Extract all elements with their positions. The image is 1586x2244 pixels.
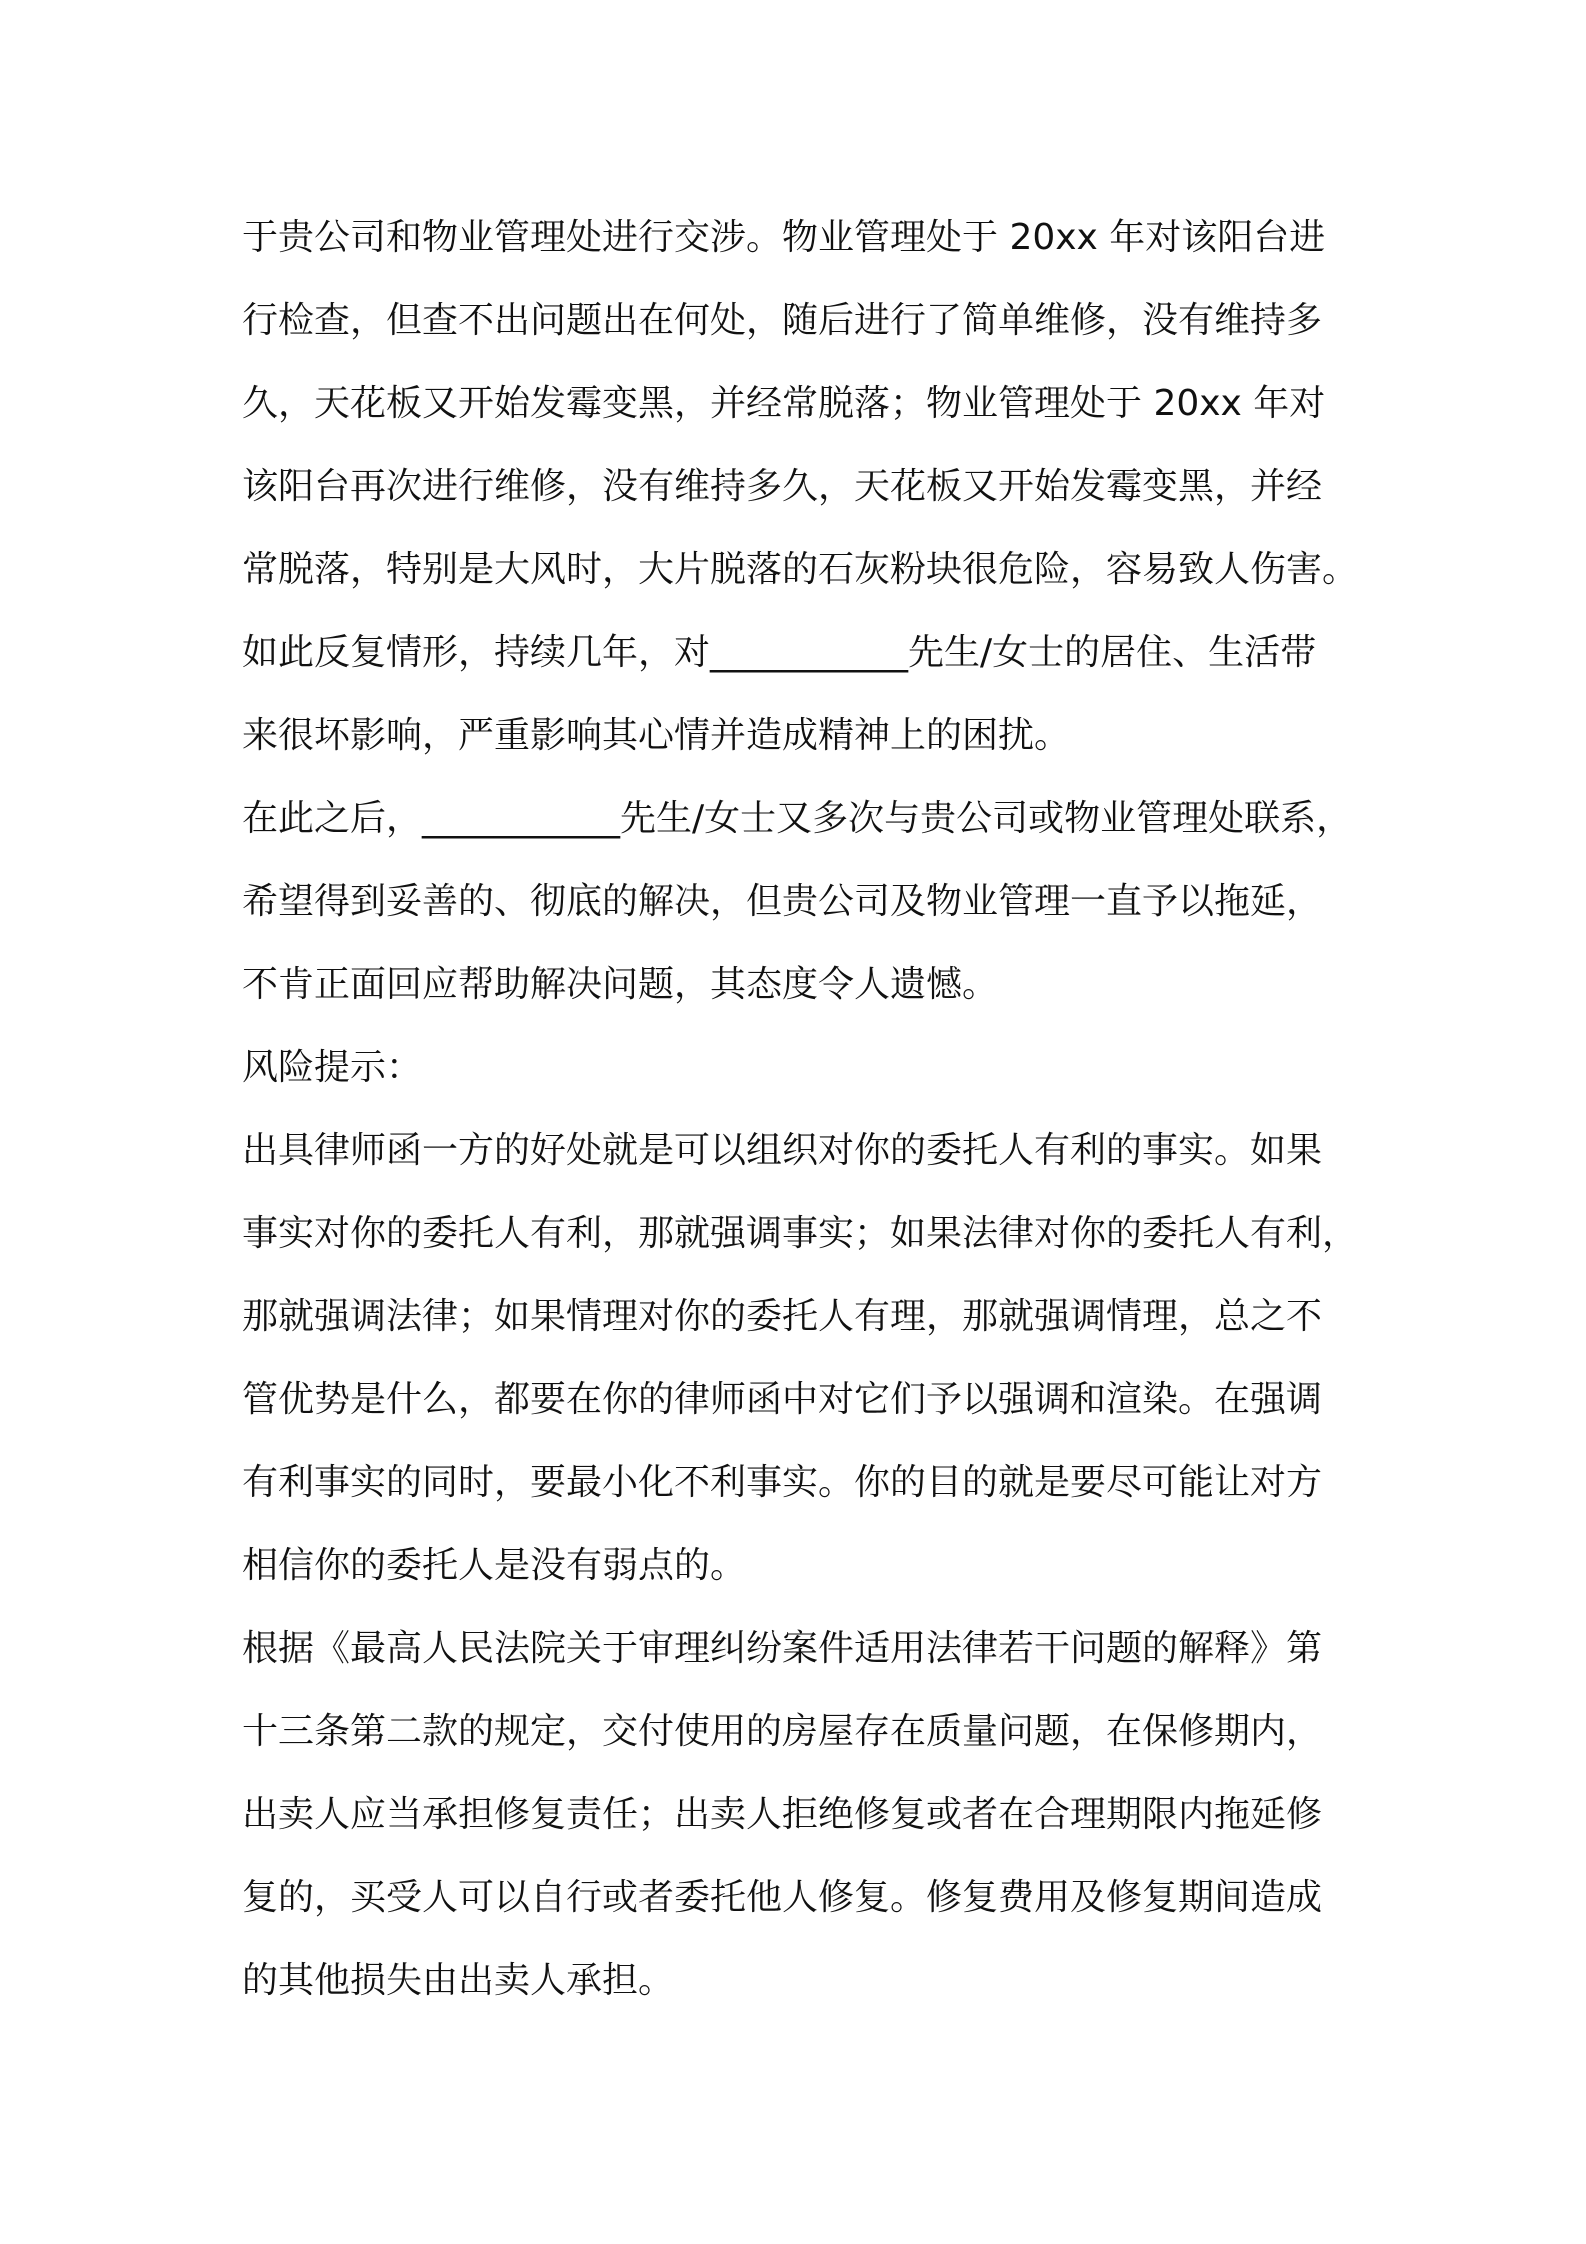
text-line: 的其他损失由出卖人承担。 (242, 1960, 675, 2001)
text-line: 出具律师函一方的好处就是可以组织对你的委托人有利的事实。如果 (242, 1130, 1323, 1171)
text-line: 来很坏影响，严重影响其心情并造成精神上的困扰。 (242, 715, 1071, 756)
text-line: 相信你的委托人是没有弱点的。 (242, 1545, 747, 1586)
text-line: 出卖人应当承担修复责任；出卖人拒绝修复或者在合理期限内拖延修 (242, 1794, 1323, 1835)
text-line: 常脱落，特别是大风时，大片脱落的石灰粉块很危险，容易致人伤害。 (242, 549, 1359, 590)
text-line: 该阳台再次进行维修，没有维持多久，天花板又开始发霉变黑，并经 (242, 466, 1323, 507)
text-line: 复的，买受人可以自行或者委托他人修复。修复费用及修复期间造成 (242, 1877, 1323, 1918)
text-line: 行检查，但查不出问题出在何处，随后进行了简单维修，没有维持多 (242, 300, 1323, 341)
text-line: 那就强调法律；如果情理对你的委托人有理，那就强调情理，总之不 (242, 1296, 1323, 1337)
text-line: 管优势是什么，都要在你的律师函中对它们予以强调和渲染。在强调 (242, 1379, 1323, 1420)
text-line: 在此之后，___________先生/女士又多次与贵公司或物业管理处联系， (242, 798, 1353, 839)
text-line: 根据《最高人民法院关于审理纠纷案件适用法律若干问题的解释》第 (242, 1628, 1323, 1669)
document-body (242, 196, 1362, 2022)
section-heading: 风险提示： (242, 1047, 423, 1088)
text-line: 十三条第二款的规定，交付使用的房屋存在质量问题，在保修期内， (242, 1711, 1323, 1752)
text-line: 事实对你的委托人有利，那就强调事实；如果法律对你的委托人有利， (242, 1213, 1359, 1254)
text-line: 不肯正面回应帮助解决问题，其态度令人遗憾。 (242, 964, 999, 1005)
text-line: 希望得到妥善的、彻底的解决，但贵公司及物业管理一直予以拖延， (242, 881, 1323, 922)
text-line: 于贵公司和物业管理处进行交涉。物业管理处于 20xx 年对该阳台进 (242, 217, 1326, 258)
text-line: 如此反复情形，持续几年，对___________先生/女士的居住、生活带 (242, 632, 1317, 673)
text-line: 有利事实的同时，要最小化不利事实。你的目的就是要尽可能让对方 (242, 1462, 1323, 1503)
text-line: 久，天花板又开始发霉变黑，并经常脱落；物业管理处于 20xx 年对 (242, 383, 1326, 424)
